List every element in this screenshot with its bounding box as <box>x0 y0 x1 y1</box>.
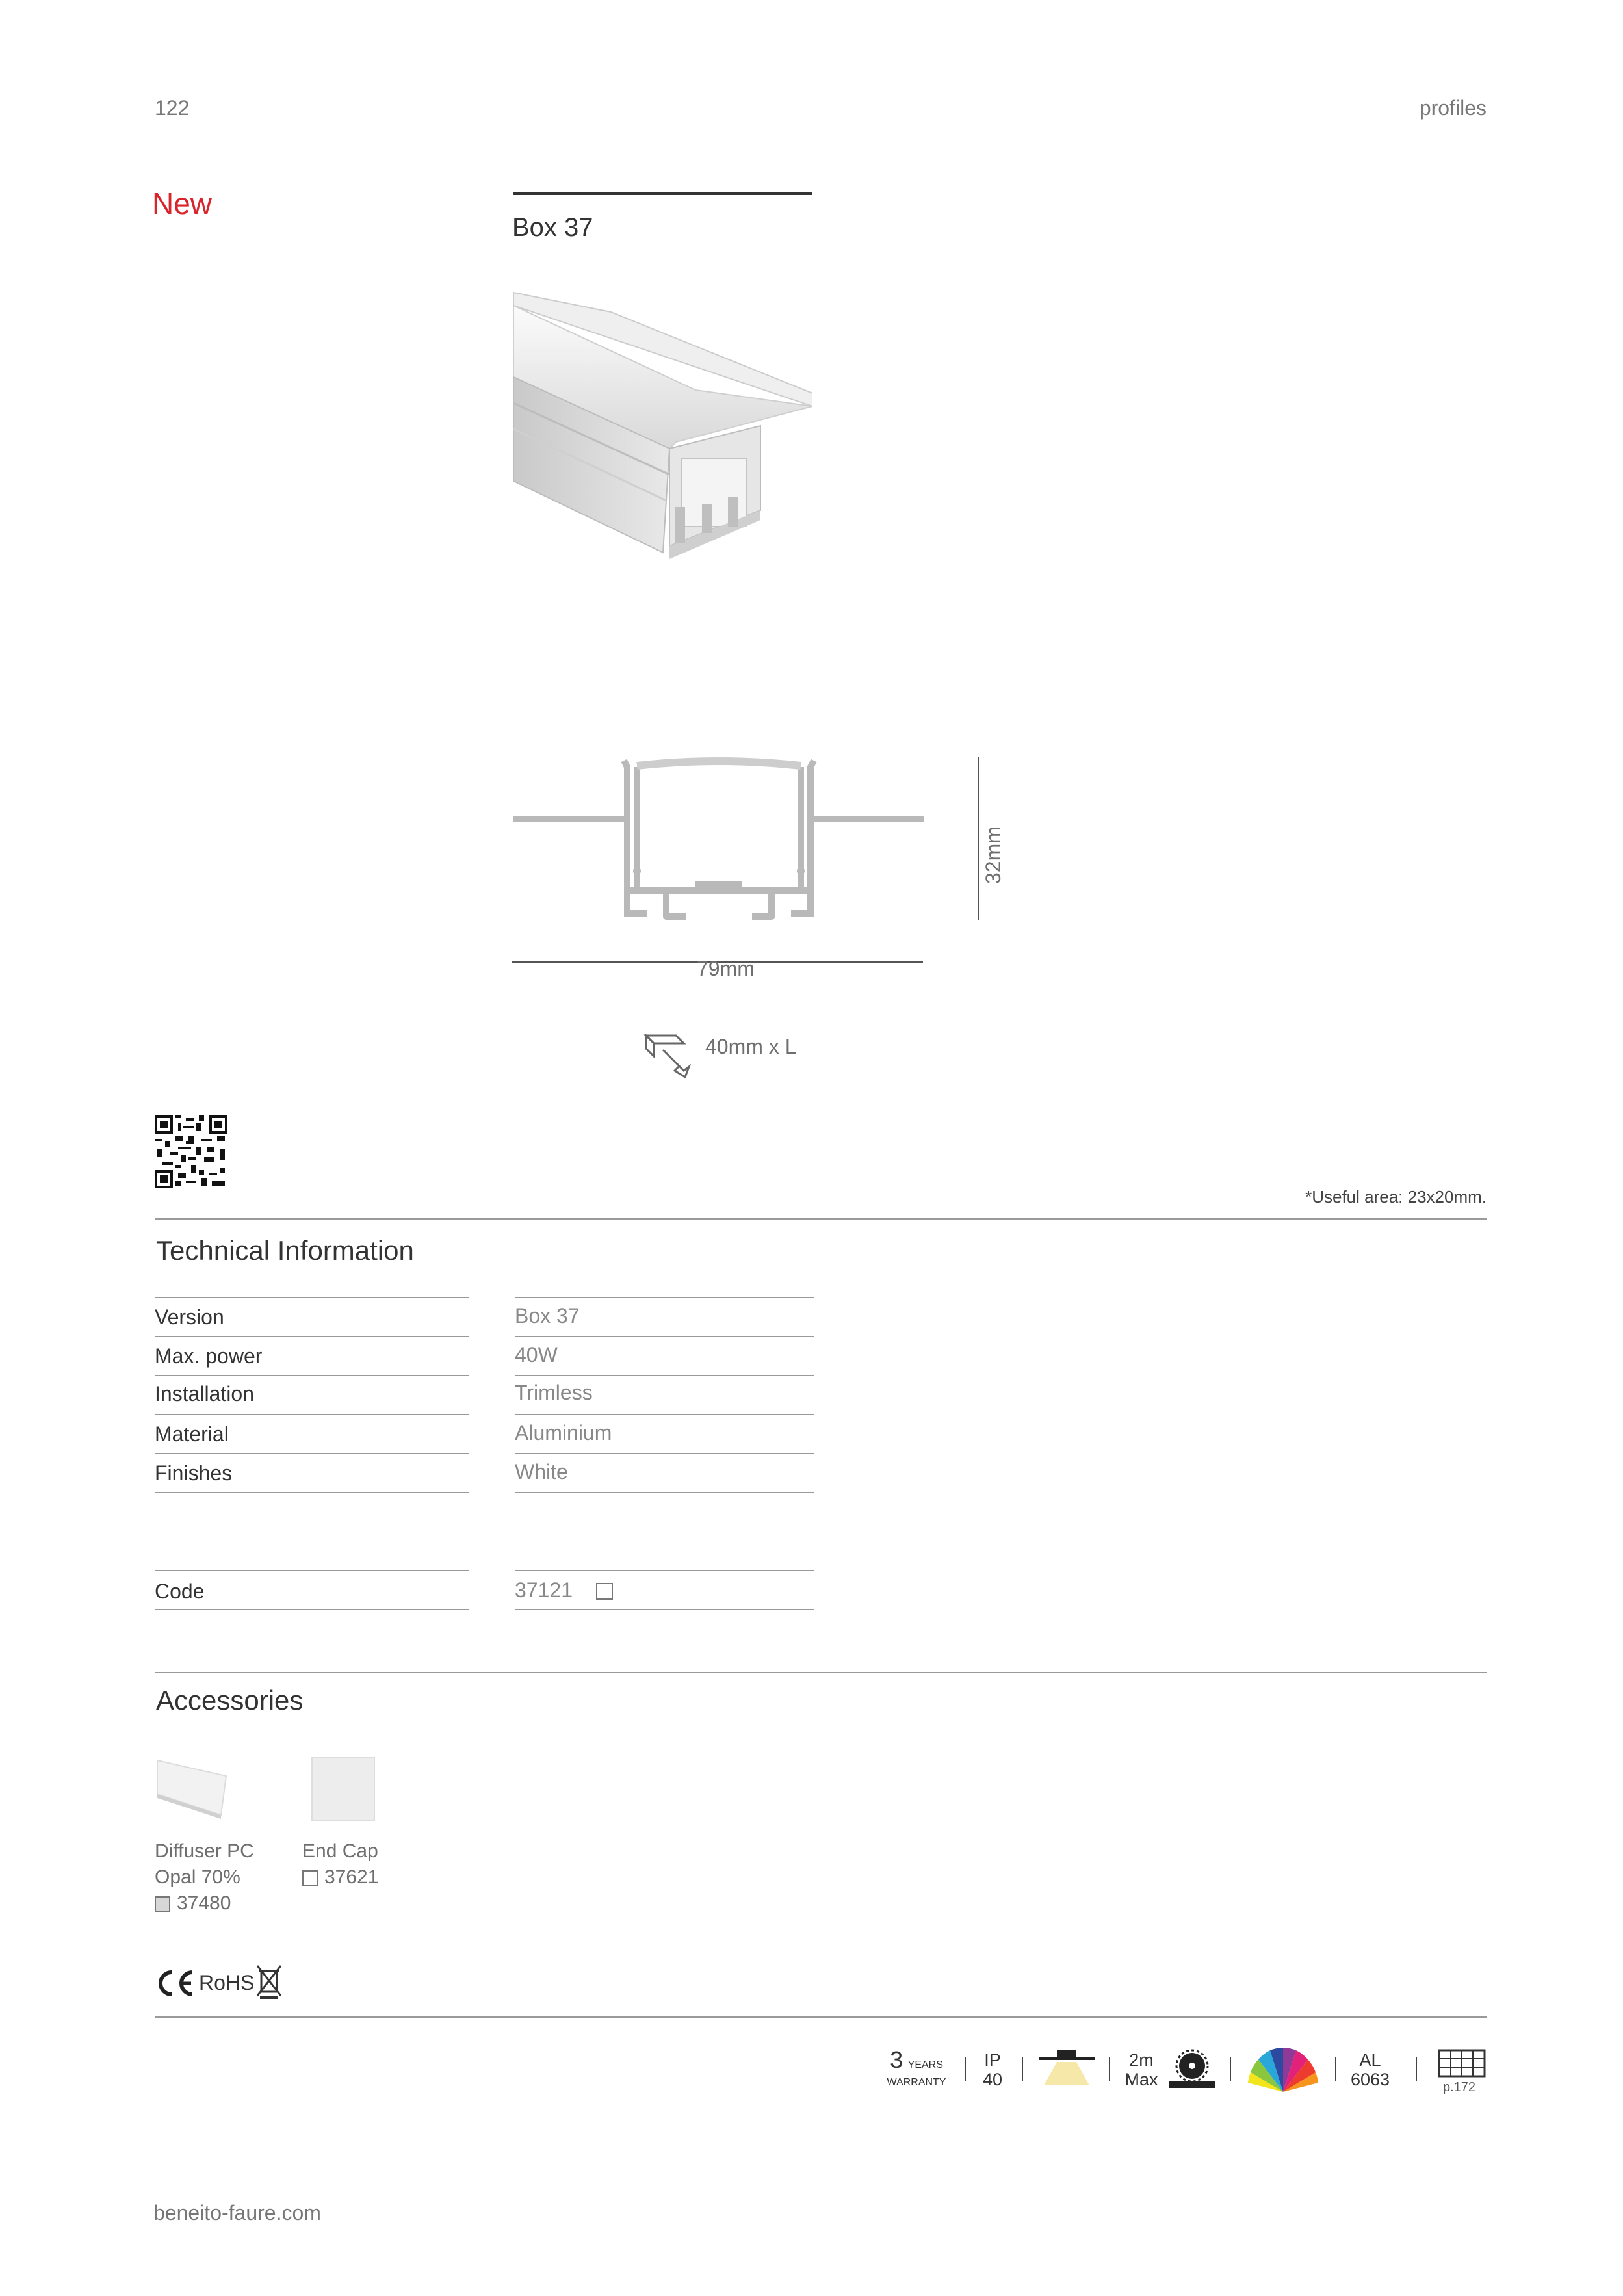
table-rule <box>155 1336 469 1337</box>
accessory-end-cap <box>302 1838 378 1890</box>
cutout-icon <box>643 1030 695 1082</box>
end-cap-checkbox[interactable] <box>302 1870 318 1886</box>
accessory-end-cap-code-row <box>302 1864 378 1890</box>
feature-separator <box>1022 2057 1023 2081</box>
table-rule <box>155 1609 469 1610</box>
table-rule <box>515 1453 814 1454</box>
width-dimension: 79mm <box>697 957 755 980</box>
alloy-label: AL <box>1359 2050 1381 2070</box>
ip-badge <box>976 2050 1009 2089</box>
table-rule <box>515 1414 814 1415</box>
warranty-years: YEARS <box>907 2059 943 2070</box>
useful-area-note: *Useful area: 23x20mm. <box>1305 1187 1487 1207</box>
section-label: profiles <box>1419 96 1487 120</box>
color-fan-icon <box>1244 2040 1322 2094</box>
feature-separator <box>1335 2057 1336 2081</box>
accessory-end-cap-name: End Cap <box>302 1840 378 1862</box>
accessory-diffuser-name: Diffuser PC <box>155 1840 254 1862</box>
warranty-word: WARRANTY <box>887 2077 946 2088</box>
spec-value-max-power: 40W <box>515 1343 558 1366</box>
accessory-diffuser-name-2: Opal 70% <box>155 1866 240 1888</box>
table-rule <box>155 1414 469 1415</box>
diffuser-checkbox[interactable] <box>155 1896 170 1912</box>
ip-value: 40 <box>982 2070 1003 2089</box>
product-render <box>513 286 812 572</box>
grid-reference-icon[interactable] <box>1438 2049 1486 2078</box>
section-divider-accessories <box>155 1672 1487 1673</box>
feature-separator <box>1416 2057 1417 2081</box>
title-rule <box>513 192 812 195</box>
accessory-diffuser-code-row <box>155 1890 254 1916</box>
length-badge <box>1119 2050 1163 2089</box>
feature-separator <box>1109 2057 1110 2081</box>
qr-code[interactable] <box>155 1115 227 1188</box>
spec-label-finishes: Finishes <box>155 1461 233 1485</box>
accessory-diffuser-code: 37480 <box>177 1892 231 1914</box>
spec-label-version: Version <box>155 1305 224 1329</box>
table-rule <box>515 1297 814 1298</box>
feature-separator <box>965 2057 966 2081</box>
code-checkbox[interactable] <box>596 1583 613 1600</box>
website-link[interactable]: beneito-faure.com <box>153 2201 321 2224</box>
table-rule <box>155 1297 469 1298</box>
saw-cut-icon <box>1167 2046 1217 2091</box>
alloy-value: 6063 <box>1350 2070 1390 2089</box>
product-title: Box 37 <box>512 213 593 242</box>
recessed-light-icon <box>1037 2048 1096 2087</box>
table-rule <box>515 1375 814 1376</box>
technical-title: Technical Information <box>156 1235 414 1266</box>
accessories-title: Accessories <box>156 1685 304 1715</box>
code-value: 37121 <box>515 1578 573 1602</box>
page-reference[interactable]: p.172 <box>1443 2080 1476 2094</box>
end-cap-image <box>311 1756 376 1821</box>
new-badge: New <box>152 187 213 220</box>
spec-value-installation: Trimless <box>515 1381 593 1404</box>
table-rule <box>155 1570 469 1571</box>
table-rule <box>515 1492 814 1493</box>
alloy-badge <box>1344 2050 1396 2089</box>
table-rule <box>155 1492 469 1493</box>
warranty-number: 3 <box>890 2046 903 2073</box>
height-dimension: 32mm <box>981 826 1005 884</box>
table-rule <box>155 1453 469 1454</box>
length-value: 2m <box>1129 2050 1154 2070</box>
ce-mark-icon <box>155 1968 195 1998</box>
warranty-badge <box>881 2046 952 2090</box>
feature-separator <box>1230 2057 1231 2081</box>
table-rule <box>515 1609 814 1610</box>
accessory-end-cap-code: 37621 <box>324 1866 379 1888</box>
page-number: 122 <box>155 96 190 120</box>
spec-value-material: Aluminium <box>515 1421 612 1444</box>
table-rule <box>515 1570 814 1571</box>
spec-value-finishes: White <box>515 1460 568 1483</box>
ip-label: IP <box>984 2050 1001 2070</box>
rohs-label: RoHS <box>199 1971 255 1994</box>
section-divider-features <box>155 2016 1487 2018</box>
accessory-diffuser <box>155 1838 254 1916</box>
section-divider-technical <box>155 1218 1487 1220</box>
diffuser-image <box>156 1755 229 1820</box>
spec-value-version: Box 37 <box>515 1304 580 1327</box>
cutout-dimension: 40mm x L <box>705 1035 797 1058</box>
spec-label-max-power: Max. power <box>155 1344 263 1368</box>
length-max: Max <box>1124 2070 1158 2089</box>
code-label: Code <box>155 1580 205 1603</box>
code-value-row <box>515 1578 613 1602</box>
table-rule <box>155 1375 469 1376</box>
weee-bin-icon <box>255 1963 283 2000</box>
table-rule <box>515 1336 814 1337</box>
spec-label-material: Material <box>155 1422 229 1446</box>
spec-label-installation: Installation <box>155 1382 254 1405</box>
